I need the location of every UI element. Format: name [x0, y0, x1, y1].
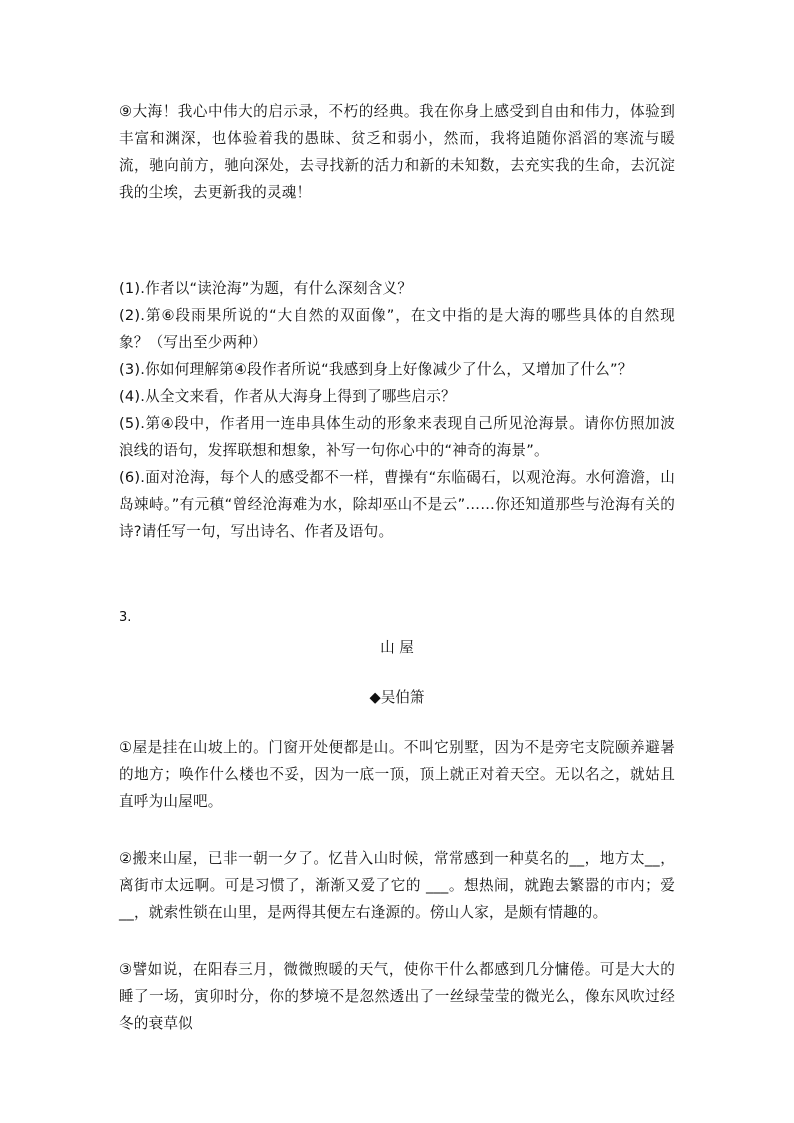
- paragraph-9: ⑨大海！我心中伟大的启示录，不朽的经典。我在你身上感受到自由和伟力，体验到丰富和渊深，也体验着我的愚昧、贫乏和弱小，然而，我将追随你滔滔的寒流与暖流，驰向前方，驰向深处，去寻找新的活力和新的未知数，去充实我的生命，去沉淀我的尘埃，去更新我的灵魂！: [119, 103, 675, 201]
- question-5: (5).第④段中，作者用一连串具体生动的形象来表现自己所见沧海景。请你仿照加波浪线的语句，发挥联想和想象，补写一句你心中的“神奇的海景”。: [119, 415, 675, 459]
- question-4: (4).从全文来看，作者从大海身上得到了哪些启示？: [119, 388, 456, 405]
- question-2: (2).第⑥段雨果所说的“大自然的双面像”，在文中指的是大海的哪些具体的自然现象？（写出至少两种）: [119, 307, 675, 351]
- question-3: (3).你如何理解第④段作者所说“我感到身上好像减少了什么，又增加了什么”？: [119, 361, 633, 378]
- question-1: (1).作者以“读沧海”为题，有什么深刻含义？: [119, 280, 413, 297]
- article-paragraph-2: [119, 845, 675, 926]
- question-list: [119, 275, 675, 545]
- article-author: ◆吴伯箫: [369, 689, 425, 706]
- section-number: 3.: [119, 610, 132, 625]
- paragraph-2: ②搬来山屋，已非一朝一夕了。忆昔入山时候，常常感到一种莫名的__，地方太__，离街市太远啊。可是习惯了，渐渐又爱了它的 ___。想热闹，就跑去繁嚣的市内；爱__，就索性锁在山里，是两得其便左右逢源的。傍山人家，是颇有情趣的。: [119, 850, 675, 921]
- question-6: (6).面对沧海，每个人的感受都不一样，曹操有“东临碣石，以观沧海。水何澹澹，山岛竦峙。”有元稹“曾经沧海难为水，除却巫山不是云”……你还知道那些与沧海有关的诗?请任写一句，写出诗名、作者及语句。: [119, 469, 675, 540]
- paragraph-3: ③譬如说，在阳春三月，微微煦暖的天气，使你干什么都感到几分慵倦。可是大大的睡了一场，寅卯时分，你的梦境不是忽然透出了一丝绿莹莹的微光么，像东风吹过经冬的衰草似: [119, 961, 675, 1032]
- article-paragraph-1: [119, 734, 675, 815]
- passage-end: [119, 98, 675, 206]
- article-paragraph-3: [119, 956, 675, 1037]
- paragraph-1: ①屋是挂在山坡上的。门窗开处便都是山。不叫它别墅，因为不是旁宅支院颐养避暑的地方；唤作什么楼也不妥，因为一底一顶，顶上就正对着天空。无以名之，就姑且直呼为山屋吧。: [119, 739, 675, 810]
- article-title: 山 屋: [380, 639, 414, 656]
